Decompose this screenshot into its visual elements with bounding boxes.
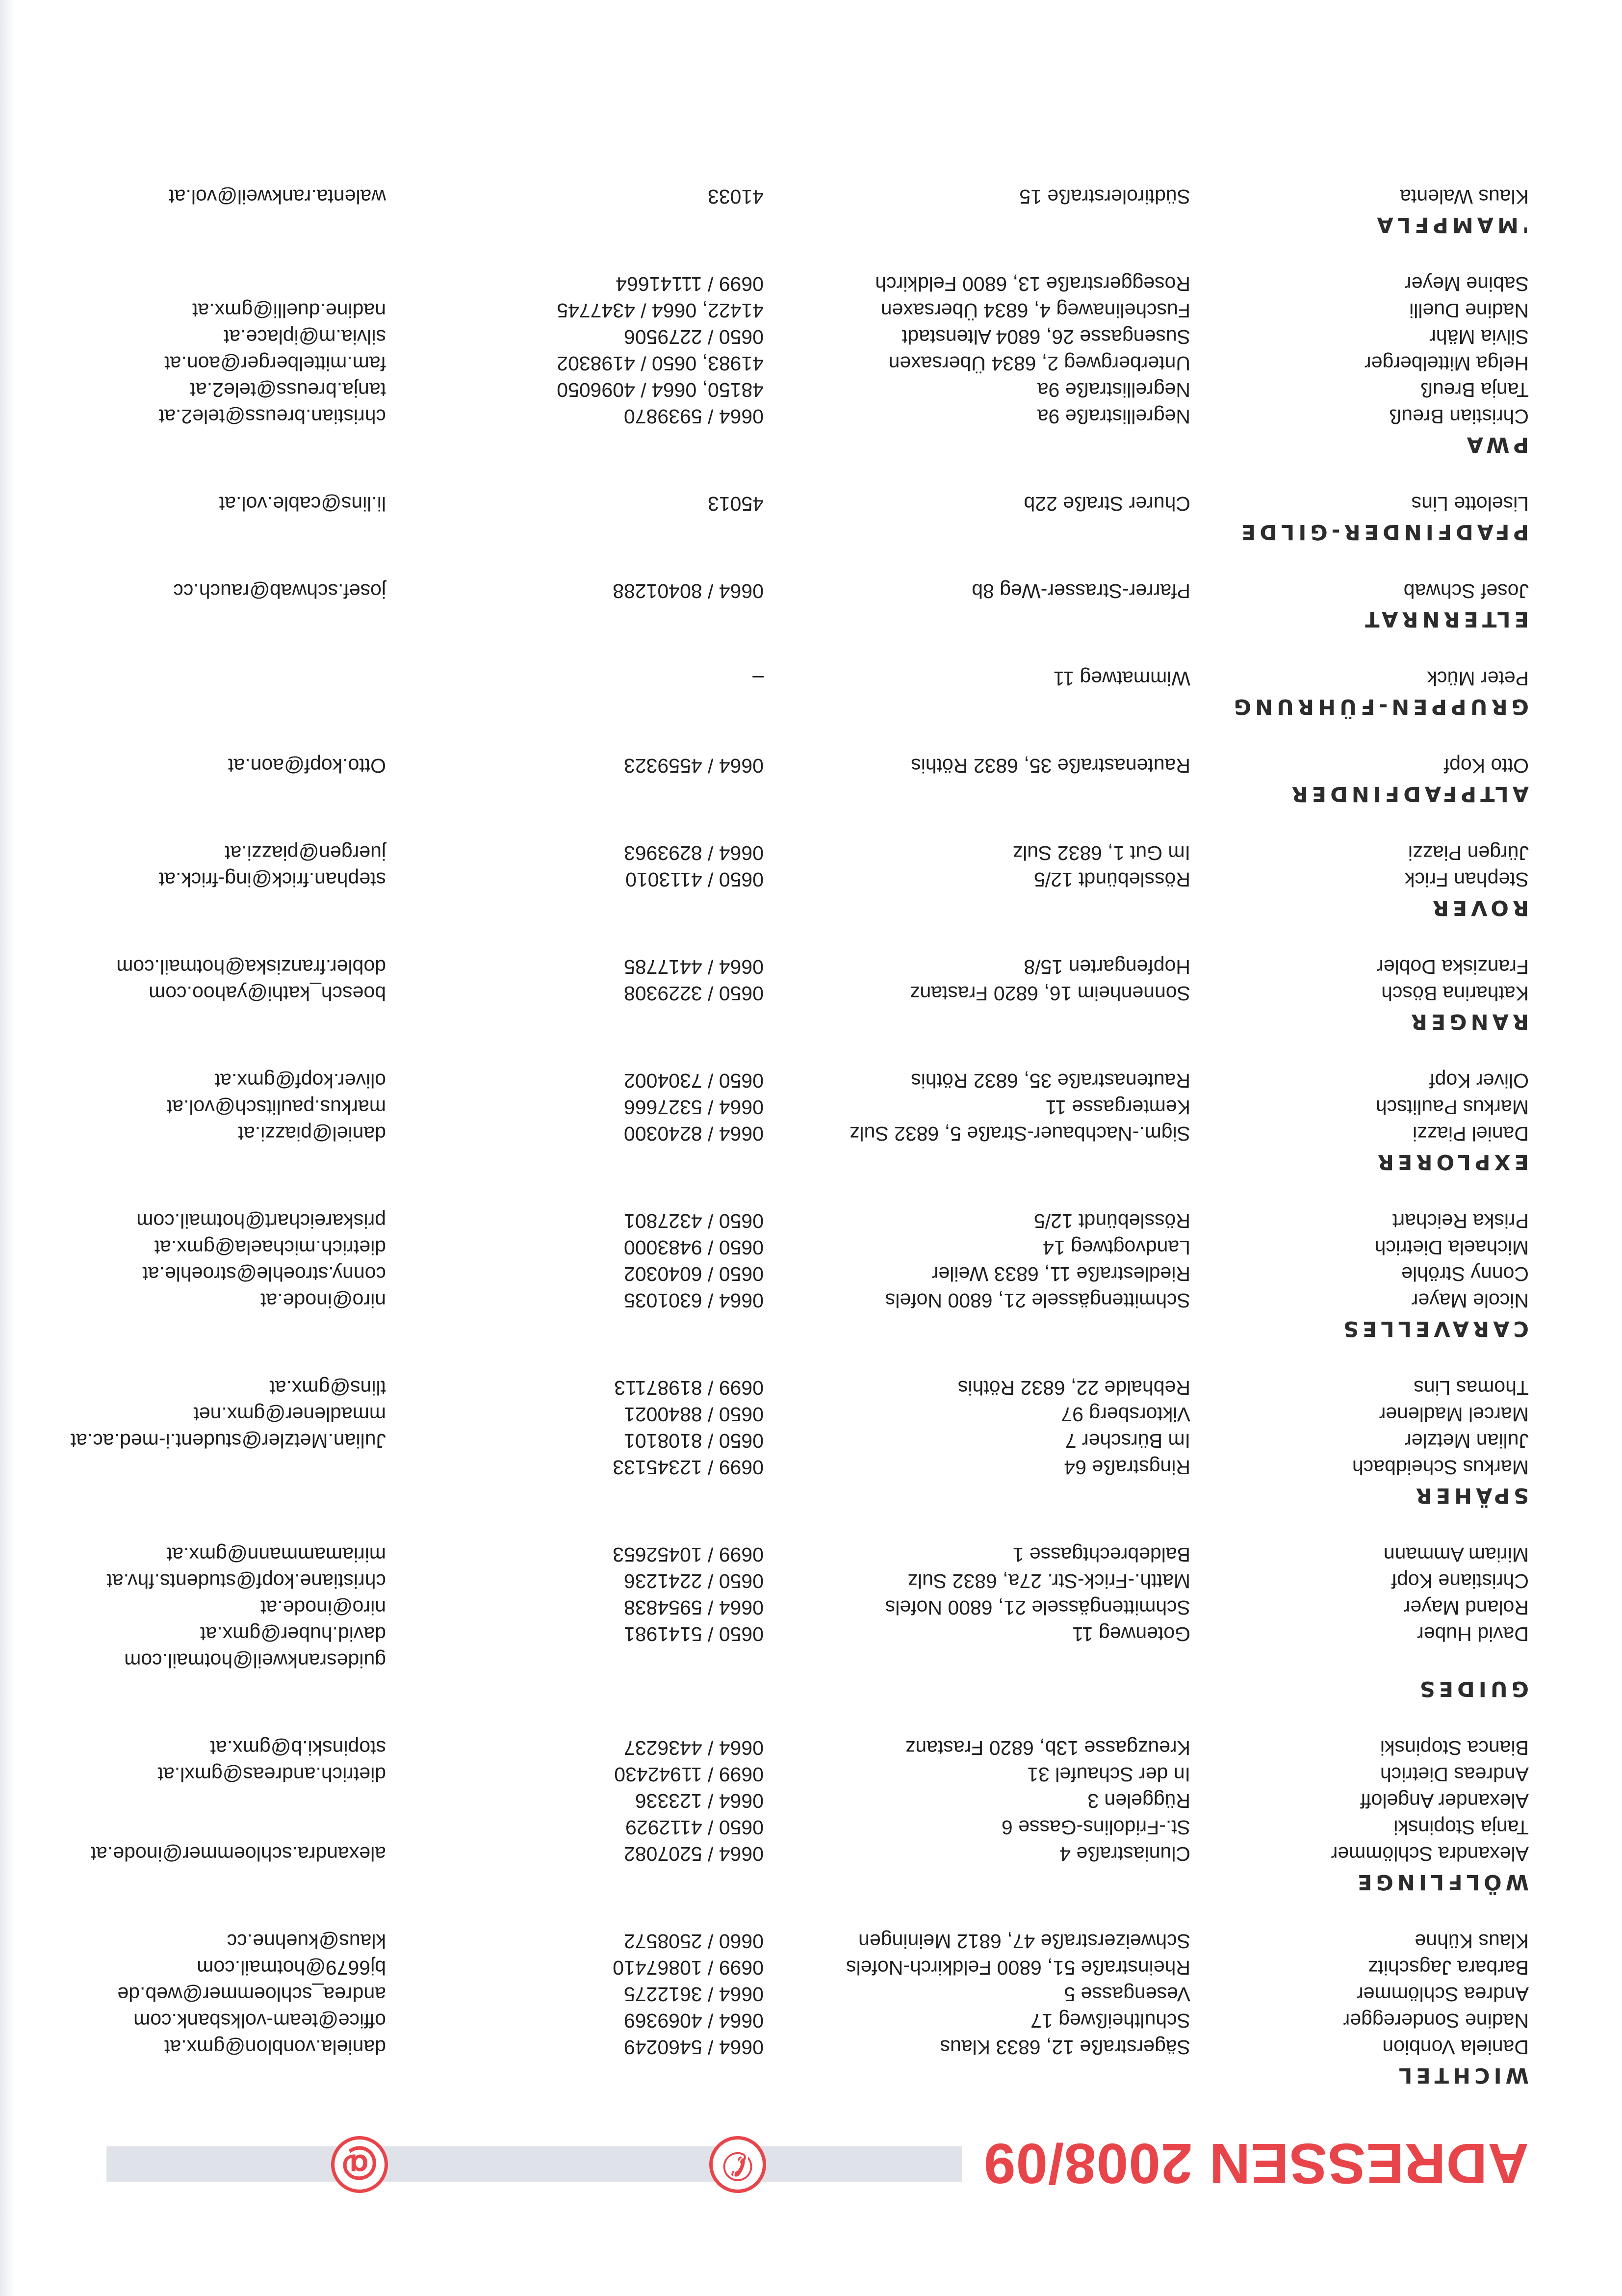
contact-name: Roland Mayer <box>1403 1596 1529 1619</box>
contact-address: Matth.-Frick-Str. 27a, 6832 Sulz <box>907 1570 1190 1592</box>
address-row <box>82 1454 1529 1481</box>
address-row <box>82 866 1529 893</box>
contact-phone: 0664 / 3612275 <box>624 1983 764 2006</box>
contact-name: Nicole Mayer <box>1411 1289 1529 1312</box>
contact-address: Rautenastraße 35, 6832 Röthis <box>911 1070 1190 1092</box>
address-row <box>82 1981 1529 2008</box>
contact-email: guidesrankweil@hotmail.com <box>124 1649 386 1672</box>
address-row <box>82 1261 1529 1287</box>
contact-phone: – <box>752 667 764 690</box>
section-13 <box>82 183 1529 239</box>
address-row <box>82 840 1529 866</box>
contact-email: miriamammann@gmx.at <box>166 1543 386 1566</box>
contact-email: walenta.rankweil@vol.at <box>169 185 386 208</box>
contact-email: tlins@gmx.at <box>269 1377 386 1399</box>
contact-name: Markus Scheidbach <box>1352 1456 1529 1479</box>
address-row <box>82 665 1529 692</box>
contact-address: Hopfengarten 15/8 <box>1024 956 1190 978</box>
contact-address: Im Bürscher 7 <box>1065 1430 1190 1452</box>
contact-phone: 0699 / 10452653 <box>613 1543 764 1566</box>
section-9 <box>82 665 1529 721</box>
contact-phone: 0650 / 7304002 <box>624 1070 764 1092</box>
contact-email: Julian.Metzler@student.i-med.ac.at <box>70 1430 386 1452</box>
address-row <box>82 980 1529 1007</box>
contact-address: Schmittengässele 21, 6800 Nofels <box>885 1289 1190 1312</box>
section-title: EXPLORER <box>1373 1149 1529 1174</box>
address-row <box>82 324 1529 350</box>
address-row <box>82 1928 1529 1955</box>
address-row <box>82 377 1529 403</box>
phone-icon: ✆ <box>709 2136 766 2193</box>
contact-address: Negrellistraße 9a <box>1037 405 1190 428</box>
address-row <box>82 2034 1529 2061</box>
contact-name: Franziska Dobler <box>1377 956 1529 978</box>
section-8 <box>82 753 1529 809</box>
contact-phone: 0650 / 9483000 <box>624 1236 764 1259</box>
contact-name: Tanja Stopinski <box>1393 1816 1529 1839</box>
contact-email: alexandra.schloemmer@inode.at <box>90 1843 386 1865</box>
contact-address: In der Schaufel 31 <box>1027 1763 1190 1786</box>
contact-name: Katharina Bösch <box>1381 982 1529 1005</box>
contact-phone: 0664 / 8293963 <box>624 842 764 864</box>
contact-email: christiane.kopf@students.fhv.at <box>106 1570 386 1592</box>
contact-phone: 0650 / 4327801 <box>624 1210 764 1232</box>
contact-email: christian.breuss@tele2.at <box>158 405 386 428</box>
contact-email: mmadlener@gmx.net <box>193 1403 386 1426</box>
contact-name: Silvia Mähr <box>1429 326 1529 348</box>
contact-address: Im Gut 1, 6832 Sulz <box>1012 842 1190 864</box>
address-row <box>82 753 1529 779</box>
contact-address: Rautenastraße 35, 6832 Röthis <box>911 755 1190 777</box>
section-title: ROVER <box>1428 895 1529 920</box>
contact-address: Rheinstraße 51, 6800 Feldkirch-Nofels <box>846 1957 1190 1979</box>
contact-email: silvia.m@iplace.at <box>223 326 386 348</box>
contact-phone: 0664 / 6301035 <box>624 1289 764 1312</box>
contact-phone: 0650 / 4112929 <box>625 1816 764 1839</box>
contact-address: Unterbergweg 2, 6834 Übersaxen <box>888 352 1190 375</box>
contact-email: bj6679@hotmail.com <box>197 1957 386 1979</box>
contact-phone: 0699 / 11141664 <box>616 273 764 295</box>
contact-address: Südtirolerstraße 15 <box>1019 185 1190 208</box>
section-2 <box>82 1541 1529 1703</box>
address-row <box>82 1121 1529 1147</box>
contact-name: Barbara Jagschitz <box>1367 1957 1529 1979</box>
contact-phone: 0650 / 2279506 <box>624 326 764 348</box>
contact-email: klaus@kuehne.cc <box>227 1930 386 1953</box>
section-title: RANGER <box>1407 1009 1529 1034</box>
contact-name: Josef Schwab <box>1403 580 1529 602</box>
contact-phone: 0664 / 80401288 <box>613 580 764 602</box>
section-title: PWA <box>1463 432 1529 457</box>
contact-name: Helga Mittelberger <box>1365 352 1529 375</box>
contact-email: Otto.kopf@aon.at <box>228 755 386 777</box>
contact-email: david.huber@gmx.at <box>200 1623 386 1645</box>
address-row <box>82 1234 1529 1261</box>
address-row <box>82 403 1529 430</box>
contact-phone: 0664 / 5460249 <box>624 2036 764 2059</box>
contact-address: Ringstraße 64 <box>1064 1456 1190 1479</box>
address-row <box>82 1814 1529 1841</box>
contact-address: Rösslebündt 12/5 <box>1033 868 1190 891</box>
address-row <box>82 350 1529 377</box>
contact-email: priskareichart@hotmail.com <box>136 1210 386 1232</box>
contact-name: Bianca Stopinski <box>1380 1737 1529 1759</box>
contact-address: Roseggerstraße 13, 6800 Feldkirch <box>875 273 1190 295</box>
address-row <box>82 1788 1529 1814</box>
contact-address: Pfarrer-Strasser-Weg 8b <box>972 580 1190 602</box>
contact-name: Nadine Sonderegger <box>1343 2009 1529 2032</box>
contact-address: Sigm.-Nachbauer-Straße 5, 6832 Sulz <box>849 1122 1190 1145</box>
address-row <box>82 1761 1529 1788</box>
address-row <box>82 1208 1529 1234</box>
address-row <box>82 297 1529 324</box>
contact-address: Schultheißweg 17 <box>1030 2009 1190 2032</box>
contact-address: Riedlestraße 11, 6833 Weiler <box>931 1263 1190 1285</box>
contact-name: Klaus Kühne <box>1415 1930 1529 1953</box>
contact-address: Rebhalde 22, 6832 Röthis <box>957 1377 1190 1399</box>
contact-address: Susengasse 26, 6804 Altenstadt <box>901 326 1190 348</box>
contact-address: Churer Straße 22b <box>1024 493 1190 515</box>
contact-name: Conny Ströhle <box>1401 1263 1529 1285</box>
address-row <box>82 1594 1529 1621</box>
address-row <box>82 1401 1529 1428</box>
contact-email: dietrich.michaela@gmx.at <box>154 1236 386 1259</box>
contact-name: Nadine Duelli <box>1409 299 1529 322</box>
contact-address: Baldebrechtgasse 1 <box>1012 1543 1190 1566</box>
contact-name: Daniel Piazzi <box>1413 1122 1529 1145</box>
contact-phone: 0650 / 6040302 <box>624 1263 764 1285</box>
contact-name: Alexandra Schlömmer <box>1331 1843 1529 1865</box>
section-title: GUIDES <box>1416 1676 1529 1701</box>
address-row <box>82 1541 1529 1568</box>
contact-name: Miriam Ammann <box>1383 1543 1529 1566</box>
contact-email: daniela.vonblon@gmx.at <box>164 2036 386 2059</box>
address-row <box>82 1735 1529 1761</box>
address-row <box>82 1068 1529 1094</box>
contact-phone: 0650 / 8108101 <box>624 1430 764 1452</box>
contact-name: Stephan Frick <box>1405 868 1529 891</box>
contact-name: Jürgen Piazzi <box>1408 842 1529 864</box>
contact-email: niro@inode.at <box>260 1596 386 1619</box>
contact-phone: 45013 <box>707 493 764 515</box>
contact-address: Rüggelen 3 <box>1087 1790 1190 1812</box>
section-3 <box>70 1375 1529 1510</box>
address-sections <box>70 152 1529 2090</box>
contact-name: Thomas Lins <box>1414 1377 1529 1399</box>
contact-address: Sonnenheim 16, 6820 Frastanz <box>909 982 1190 1005</box>
contact-email: dietrich.andreas@gmxl.at <box>157 1763 386 1786</box>
contact-phone: 48150, 0664 / 4096050 <box>557 379 764 401</box>
contact-email: tanja.breuss@tele2.at <box>190 379 386 401</box>
section-title: WÖLFLINGE <box>1354 1870 1529 1894</box>
contact-email: oliver.kopf@gmx.at <box>214 1070 386 1092</box>
section-12 <box>82 271 1529 459</box>
section-title: PFADFINDER-GILDE <box>1237 520 1529 544</box>
contact-phone: 0664 / 4069369 <box>624 2009 764 2032</box>
contact-name: Otto Kopf <box>1443 755 1529 777</box>
contact-name: Marcel Madlener <box>1379 1403 1529 1426</box>
address-row <box>82 1647 1529 1674</box>
contact-name: Michaela Dietrich <box>1374 1236 1529 1259</box>
section-title: SPÄHER <box>1412 1483 1529 1508</box>
address-row <box>82 1568 1529 1594</box>
section-title: WICHTEL <box>1394 2063 1529 2087</box>
contact-phone: 0660 / 2508572 <box>624 1930 764 1953</box>
contact-phone: 0664 / 4436237 <box>624 1737 764 1759</box>
contact-name: Andreas Dietrich <box>1380 1763 1529 1786</box>
contact-name: Oliver Kopf <box>1429 1070 1529 1092</box>
contact-phone: 0664 / 5327666 <box>624 1096 764 1119</box>
section-title: ELTERNRAT <box>1361 607 1529 631</box>
contact-address: Landvogtweg 14 <box>1043 1236 1190 1259</box>
contact-email: boesch_kathi@yahoo.com <box>149 982 386 1005</box>
contact-name: Peter Mück <box>1427 667 1529 690</box>
contact-phone: 0699 / 11942430 <box>614 1763 764 1786</box>
address-row <box>82 491 1529 517</box>
contact-address: St.-Fridolins-Gasse 6 <box>1001 1816 1190 1839</box>
contact-email: juergen@piazzi.at <box>225 842 386 864</box>
contact-name: Julian Metzler <box>1405 1430 1529 1452</box>
section-title: ALTPFADFINDER <box>1287 782 1529 806</box>
contact-address: Rösslebündt 12/5 <box>1033 1210 1190 1232</box>
contact-address: Schweizerstraße 47, 6812 Meiningen <box>858 1930 1190 1953</box>
contact-phone: 0650 / 4113010 <box>625 868 764 891</box>
contact-phone: 0699 / 81987113 <box>614 1377 764 1399</box>
address-row <box>82 271 1529 297</box>
contact-email: nadine.duelli@gmx.at <box>192 299 386 322</box>
contact-email: stephan.frick@ing-frick.at <box>158 868 386 891</box>
section-5 <box>82 1068 1529 1176</box>
contact-name: Christiane Kopf <box>1391 1570 1529 1592</box>
section-6 <box>82 954 1529 1036</box>
section-7 <box>82 840 1529 922</box>
contact-address: Wimmatweg 11 <box>1053 667 1190 690</box>
contact-email: josef.schwab@rauch.cc <box>173 580 386 602</box>
address-row <box>82 1375 1529 1401</box>
contact-address: Kreuzgasse 13b, 6820 Frastanz <box>905 1737 1190 1759</box>
contact-email: office@team-volksbank.com <box>133 2009 386 2032</box>
contact-email: dobler.franziska@hotmail.com <box>116 956 386 978</box>
contact-email: markus.paulitsch@vol.at <box>166 1096 386 1119</box>
address-row <box>82 183 1529 210</box>
contact-name: Christian Breuß <box>1389 405 1529 428</box>
contact-name: Andrea Schlömmer <box>1357 1983 1529 2006</box>
contact-address: Negrellistraße 9a <box>1037 379 1190 401</box>
address-row <box>82 1841 1529 1867</box>
contact-phone: 41422, 0664 / 4347745 <box>557 299 764 322</box>
contact-phone: 0699 / 12345133 <box>613 1456 764 1479</box>
contact-name: Alexander Angeloff <box>1360 1790 1529 1812</box>
contact-name: Sabine Meyer <box>1405 273 1529 295</box>
contact-address: Fuschelinaweg 4, 6834 Übersaxen <box>880 299 1190 322</box>
contact-address: Cluniastraße 4 <box>1059 1843 1190 1865</box>
contact-name: Tanja Breuß <box>1420 379 1529 401</box>
contact-phone: 0664 / 5954838 <box>624 1596 764 1619</box>
contact-phone: 0650 / 5141981 <box>624 1623 764 1645</box>
address-row <box>82 578 1529 604</box>
page-header <box>106 2129 1529 2198</box>
address-row <box>82 1287 1529 1314</box>
contact-email: fam.mittelberger@aon.at <box>164 352 386 375</box>
address-row <box>82 1955 1529 1981</box>
address-row <box>70 1428 1529 1454</box>
section-title: 'MAMPFLA <box>1373 212 1529 237</box>
contact-email: conny.stroehle@stroehle.at <box>142 1263 386 1285</box>
contact-email: andrea_schloemmer@web.de <box>117 1983 386 2006</box>
contact-name: Klaus Walenta <box>1400 185 1529 208</box>
address-row <box>82 954 1529 980</box>
contact-phone: 41033 <box>707 185 764 208</box>
section-11 <box>82 491 1529 547</box>
contact-name: David Huber <box>1417 1623 1529 1645</box>
contact-phone: 0664 / 123336 <box>635 1790 764 1812</box>
contact-phone: 0699 / 10867410 <box>613 1957 764 1979</box>
contact-address: Kemtergasse 11 <box>1045 1096 1190 1119</box>
contact-phone: 0664 / 4417785 <box>624 956 764 978</box>
address-row <box>82 1621 1529 1647</box>
contact-phone: 0664 / 5939870 <box>624 405 764 428</box>
address-row <box>82 2008 1529 2034</box>
at-sign-icon: @ <box>331 2136 388 2193</box>
contact-email: stopinski.b@gmx.at <box>210 1737 386 1759</box>
section-title: CARAVELLES <box>1339 1316 1529 1341</box>
page-title: ADRESSEN 2008/09 <box>962 2129 1529 2198</box>
section-title: GRUPPEN-FÜHRUNG <box>1230 694 1529 719</box>
section-10 <box>82 578 1529 634</box>
contact-name: Liselotte Lins <box>1411 493 1529 515</box>
contact-address: Sägerstraße 12, 6833 Klaus <box>940 2036 1190 2059</box>
contact-name: Daniela Vonbion <box>1382 2036 1529 2059</box>
contact-phone: 0650 / 8840021 <box>624 1403 764 1426</box>
contact-address: Gotenweg 11 <box>1072 1623 1190 1645</box>
contact-email: daniel@piazzi.at <box>238 1122 386 1145</box>
section-1 <box>82 1735 1529 1897</box>
address-row <box>82 1094 1529 1121</box>
contact-address: Vesengasse 5 <box>1064 1983 1190 2006</box>
contact-phone: 41983, 0650 / 4198302 <box>557 352 764 375</box>
contact-email: li.lins@cable.vol.at <box>219 493 386 515</box>
contact-address: Schmittengässele 21, 6800 Nofels <box>885 1596 1190 1619</box>
section-0 <box>82 1928 1529 2090</box>
contact-name: Markus Paulitsch <box>1375 1096 1529 1119</box>
contact-name: Priska Reichart <box>1392 1210 1529 1232</box>
contact-phone: 0664 / 8240300 <box>624 1122 764 1145</box>
contact-email: niro@inode.at <box>260 1289 386 1312</box>
contact-phone: 0664 / 5207082 <box>624 1843 764 1865</box>
section-4 <box>82 1208 1529 1343</box>
contact-phone: 0650 / 3229308 <box>624 982 764 1005</box>
contact-phone: 0664 / 4559323 <box>624 755 764 777</box>
contact-address: Viktorsberg 97 <box>1061 1403 1190 1426</box>
contact-phone: 0650 / 2241236 <box>624 1570 764 1592</box>
